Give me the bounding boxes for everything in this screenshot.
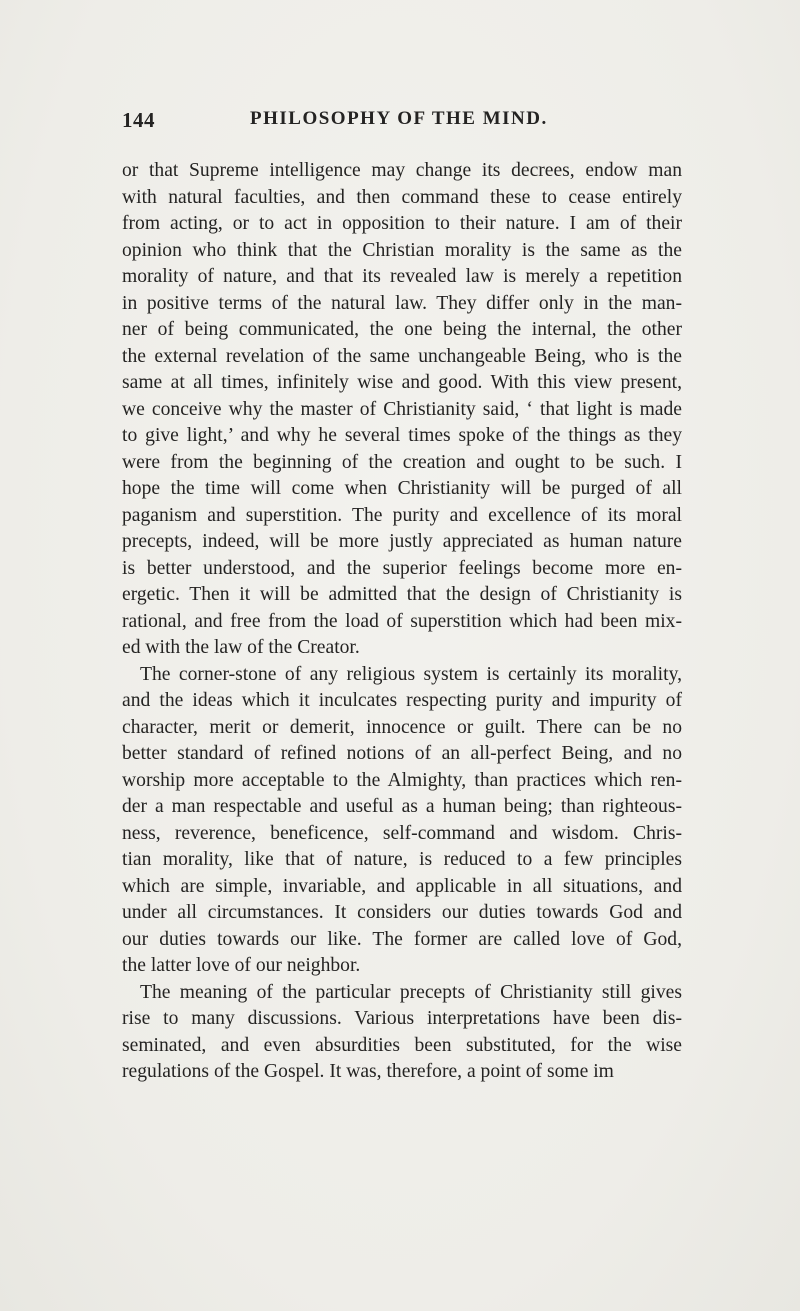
text-line: in positive terms of the natural law. They differ only in the man-	[122, 292, 682, 314]
text-line: ness, reverence, beneficence, self-command and wisdom. Chris-	[122, 822, 682, 844]
text-line: paganism and superstition. The purity and excellence of its moral	[122, 504, 682, 526]
text-line: ed with the law of the Creator.	[122, 637, 360, 658]
text-line: The meaning of the particular precepts of Christianity still gives	[140, 981, 682, 1003]
text-line: and the ideas which it inculcates respecting purity and impurity of	[122, 690, 682, 711]
body-text	[122, 158, 682, 1086]
text-line: same at all times, infinitely wise and good. With this view present,	[122, 372, 682, 393]
running-head	[122, 108, 682, 138]
text-line: the external revelation of the same unchangeable Being, who is the	[122, 345, 682, 367]
running-title: PHILOSOPHY OF THE MIND.	[250, 108, 548, 129]
text-line: under all circumstances. It considers our duties towards God and	[122, 902, 682, 923]
text-line: with natural faculties, and then command these to cease entirely	[122, 186, 682, 208]
text-line: our duties towards our like. The former are called love of God,	[122, 928, 682, 950]
text-line: were from the beginning of the creation and ought to be such. I	[122, 451, 682, 473]
text-line: regulations of the Gospel. It was, therefore, a point of some im	[122, 1061, 614, 1082]
text-line: tian morality, like that of nature, is reduced to a few principles	[122, 849, 682, 870]
text-line: The corner-stone of any religious system is certainly its morality,	[140, 663, 682, 685]
text-line: which are simple, invariable, and applicable in all situations, and	[122, 875, 682, 897]
text-line: the latter love of our neighbor.	[122, 955, 361, 976]
text-line: opinion who think that the Christian morality is the same as the	[122, 239, 682, 261]
paragraph	[122, 980, 682, 1086]
text-line: morality of nature, and that its revealed law is merely a repetition	[122, 266, 682, 287]
text-line: seminated, and even absurdities been substituted, for the wise	[122, 1034, 682, 1056]
text-line: rise to many discussions. Various interpretations have been dis-	[122, 1008, 682, 1029]
text-line: ergetic. Then it will be admitted that the design of Christianity is	[122, 584, 682, 605]
page-number: 144	[122, 108, 155, 132]
text-line: from acting, or to act in opposition to their nature. I am of their	[122, 213, 682, 234]
text-line: ner of being communicated, the one being the internal, the other	[122, 319, 682, 340]
text-line: is better understood, and the superior feelings become more en-	[122, 557, 682, 579]
text-line: character, merit or demerit, innocence or guilt. There can be no	[122, 716, 682, 738]
paragraph	[122, 158, 682, 662]
text-line: worship more acceptable to the Almighty, than practices which ren-	[122, 769, 682, 791]
text-line: precepts, indeed, will be more justly appreciated as human nature	[122, 531, 682, 552]
text-line: to give light,’ and why he several times spoke of the things as they	[122, 425, 682, 446]
text-line: rational, and free from the load of superstition which had been mix-	[122, 610, 682, 632]
text-line: we conceive why the master of Christianity said, ‘ that light is made	[122, 398, 682, 420]
text-line: better standard of refined notions of an all-perfect Being, and no	[122, 743, 682, 764]
paragraph	[122, 662, 682, 980]
text-line: hope the time will come when Christianity will be purged of all	[122, 478, 682, 499]
text-line: or that Supreme intelligence may change its decrees, endow man	[122, 160, 682, 181]
text-line: der a man respectable and useful as a human being; than righteous-	[122, 796, 682, 817]
